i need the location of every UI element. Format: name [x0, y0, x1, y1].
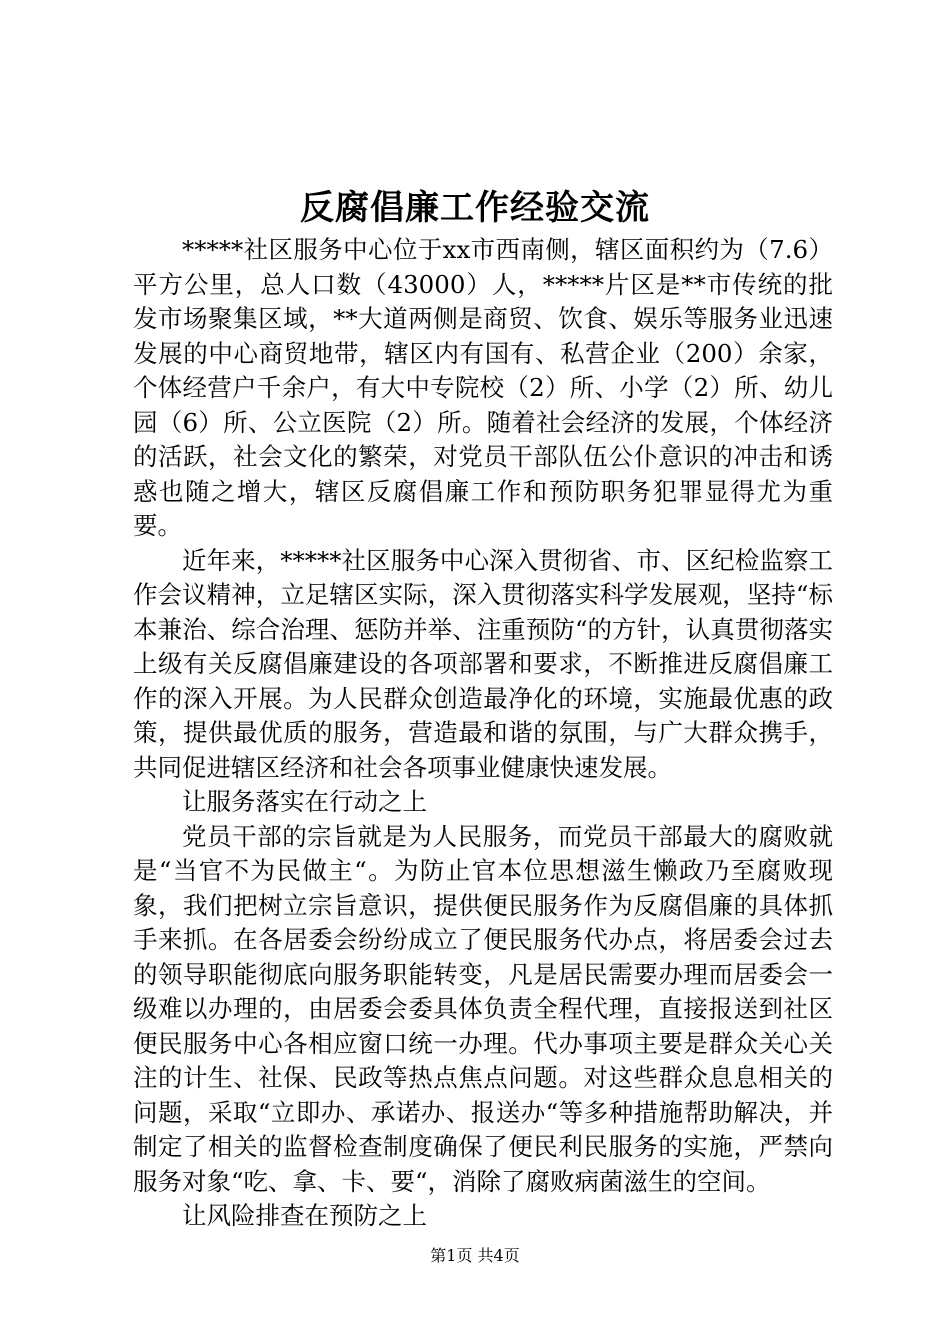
paragraph-recent-years: 近年来，*****社区服务中心深入贯彻省、市、区纪检监察工作会议精神，立足辖区实际，深入贯彻落实科学发展观，坚持“标本兼治、综合治理、惩防并举、注重预防“的方针，认真贯彻落实上级有关反腐倡廉建设的各项部署和要求，不断推进反腐倡廉工作的深入开展。为人民群众创造最净化的环境，实施最优惠的政策，提供最优质的服务，营造最和谐的氛围，与广大群众携手，共同促进辖区经济和社会各项事业健康快速发展。 — [133, 545, 833, 782]
document-title: 反腐倡廉工作经验交流 — [300, 188, 650, 228]
paragraph-intro: *****社区服务中心位于xx市西南侧，辖区面积约为（7.6）平方公里，总人口数（43000）人，*****片区是**市传统的批发市场聚集区域，**大道两侧是商贸、饮食、娱乐等服务业迅速发展的中心商贸地带，辖区内有国有、私营企业（200）余家，个体经营户千余户，有大中专院校（2）所、小学（2）所、幼儿园（6）所、公立医院（2）所。随着社会经济的发展，个体经济的活跃，社会文化的繁荣，对党员干部队伍公仆意识的冲击和诱惑也随之增大，辖区反腐倡廉工作和预防职务犯罪显得尤为重要。 — [133, 235, 833, 540]
document-body — [133, 233, 833, 1234]
page-footer: 第1页 共4页 — [430, 1246, 520, 1265]
section-heading-risk: 让风险排查在预防之上 — [182, 1201, 427, 1230]
section-heading-service: 让服务落实在行动之上 — [182, 787, 427, 816]
paragraph-service: 党员干部的宗旨就是为人民服务，而党员干部最大的腐败就是“当官不为民做主“。为防止官本位思想滋生懒政乃至腐败现象，我们把树立宗旨意识，提供便民服务作为反腐倡廉的具体抓手来抓。在各居委会纷纷成立了便民服务代办点，将居委会过去的领导职能彻底向服务职能转变，凡是居民需要办理而居委会一级难以办理的，由居委会委具体负责全程代理，直接报送到社区便民服务中心各相应窗口统一办理。代办事项主要是群众关心关注的计生、社保、民政等热点焦点问题。对这些群众息息相关的问题，采取“立即办、承诺办、报送办“等多种措施帮助解决，并制定了相关的监督检查制度确保了便民利民服务的实施，严禁向服务对象“吃、拿、卡、要“，消除了腐败病菌滋生的空间。 — [133, 821, 833, 1196]
